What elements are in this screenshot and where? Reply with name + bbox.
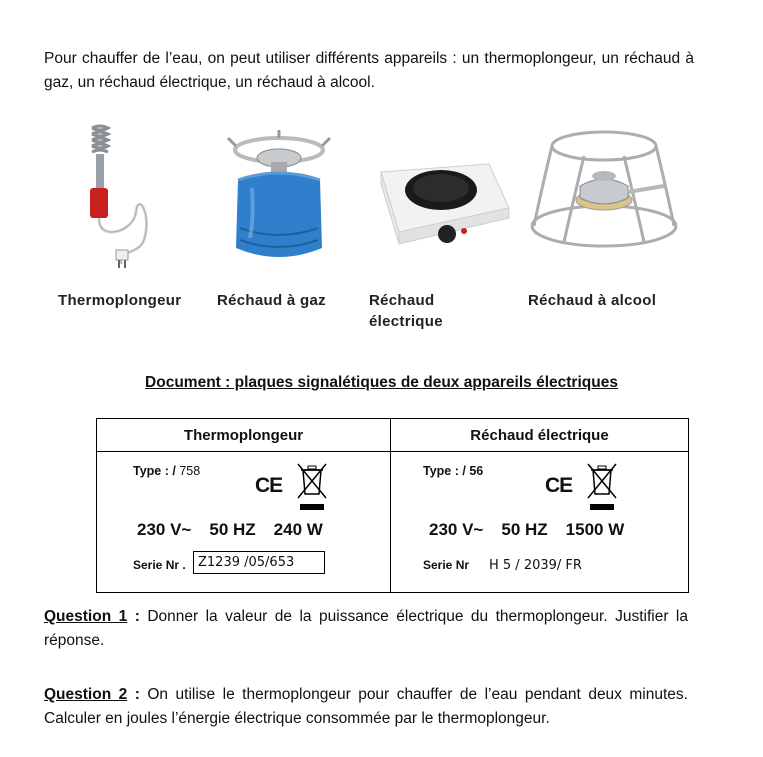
immersion-heater-icon <box>74 122 154 272</box>
serial-label: Serie Nr . <box>133 558 186 572</box>
appliance-label: Réchaud électrique <box>369 292 443 330</box>
ce-mark: CE <box>545 474 573 497</box>
nameplate-table <box>96 418 689 593</box>
question-1: Question 1 : Donner la valeur de la puissance électrique du thermoplongeur. Justifier la réponse. <box>44 608 688 649</box>
appliance-images <box>44 118 704 338</box>
intro-paragraph: Pour chauffer de l’eau, on peut utiliser différents appareils : un thermoplongeur, un réchaud à gaz, un réchaud électrique, un réchaud à alcool. <box>44 49 694 91</box>
type-field: Type : / 758 <box>133 464 201 478</box>
table-header: Réchaud électrique <box>391 419 689 452</box>
question-2: Question 2 : On utilise le thermoplongeur pour chauffer de l’eau pendant deux minutes. Calculer en joules l’énergie électrique consommée par le thermoplongeur. <box>44 686 688 727</box>
type-field: Type : / 56 <box>423 464 484 478</box>
gas-stove-icon <box>224 128 334 268</box>
serial-number: Z1239 /05/653 <box>193 551 325 574</box>
nameplate <box>391 452 689 593</box>
electric-hotplate-icon <box>369 158 514 248</box>
document-title: Document : plaques signalétiques de deux appareils électriques <box>145 374 618 391</box>
appliance-label: Thermoplongeur <box>58 292 182 309</box>
alcohol-burner-icon <box>524 126 684 256</box>
appliance-label: Réchaud à gaz <box>217 292 326 309</box>
appliance-label: Réchaud à alcool <box>528 292 657 309</box>
table-header: Thermoplongeur <box>97 419 391 452</box>
nameplate <box>97 452 391 593</box>
serial-number: H 5 / 2039/ FR <box>489 558 582 573</box>
serial-label: Serie Nr <box>423 558 470 572</box>
ratings-line: 230 V~ 50 HZ 1500 W <box>429 520 625 539</box>
ce-mark: CE <box>255 474 283 497</box>
crossed-bin-icon <box>585 460 619 517</box>
crossed-bin-icon <box>295 460 329 517</box>
ratings-line: 230 V~ 50 HZ 240 W <box>137 520 323 539</box>
